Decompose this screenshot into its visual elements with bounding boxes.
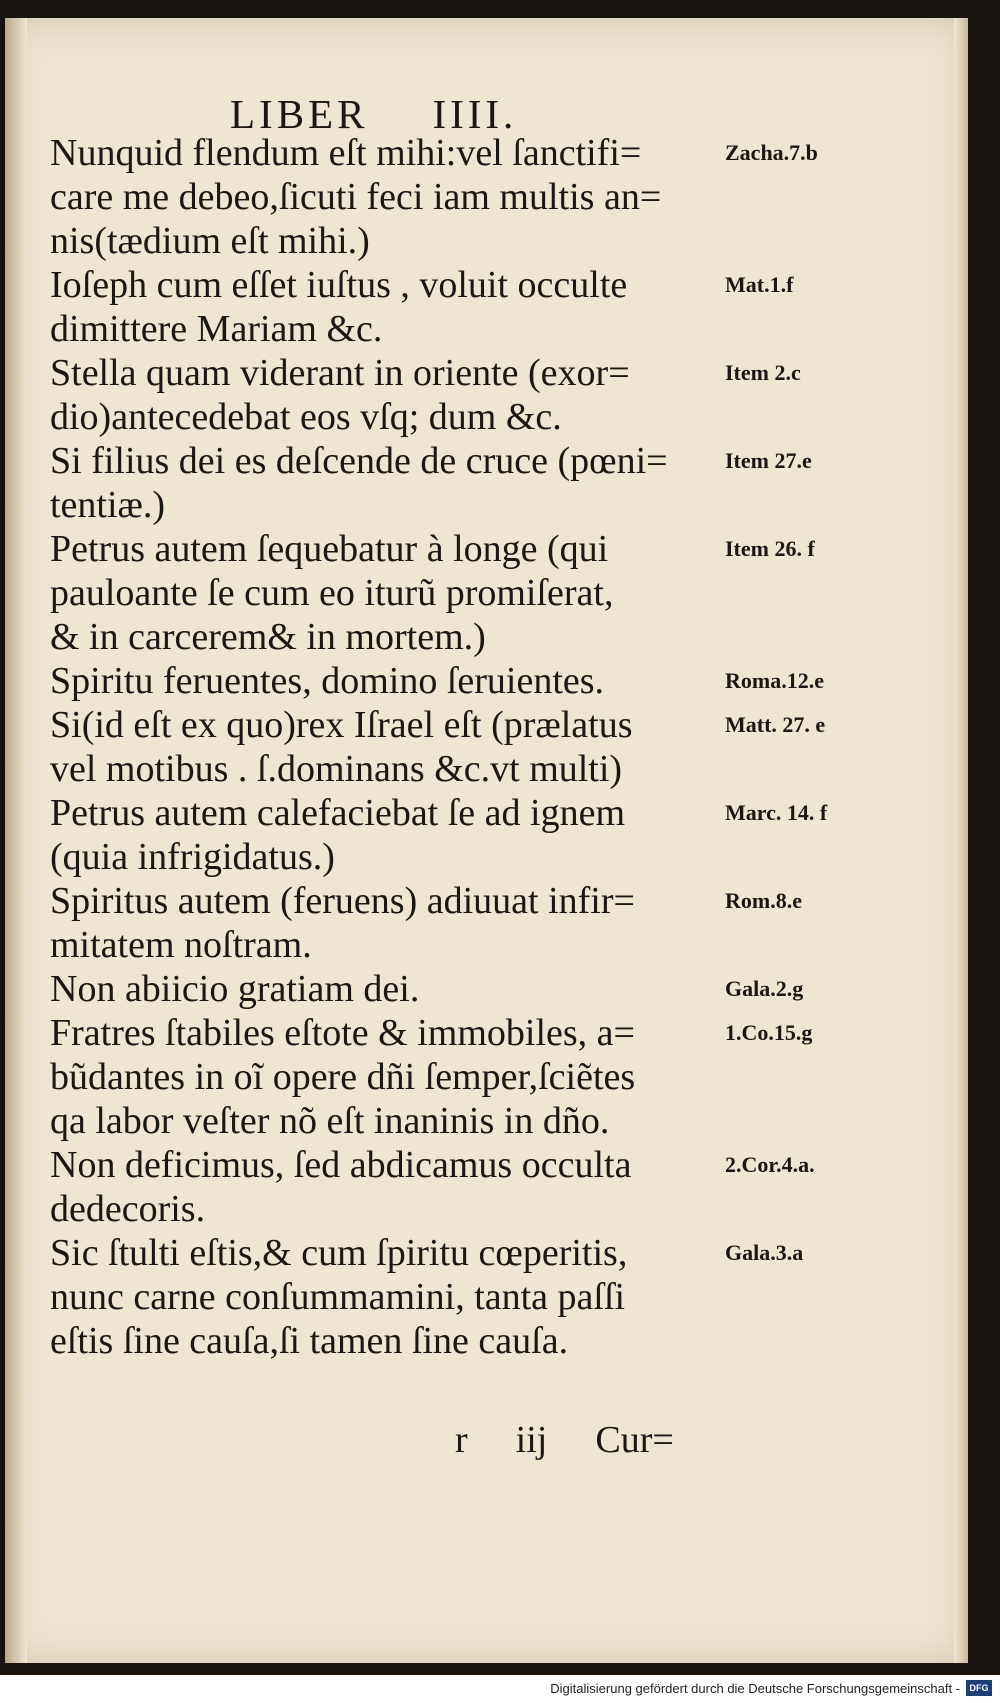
- text-entry: [50, 351, 980, 439]
- text-line: tentiæ.): [50, 484, 166, 526]
- margin-reference: Mat.1.f: [725, 272, 794, 297]
- signature-letter: r: [455, 1419, 468, 1461]
- margin-reference: 2.Cor.4.a.: [725, 1152, 815, 1177]
- margin-reference: Gala.2.g: [725, 976, 804, 1001]
- margin-reference: Marc. 14. f: [725, 800, 828, 825]
- margin-reference: Item 26. f: [725, 536, 815, 561]
- catchline: [455, 1418, 674, 1462]
- text-line: eſtis ſine cauſa,ſi tamen ſine cauſa.: [50, 1320, 569, 1362]
- text-line: mitatem noſtram.: [50, 924, 312, 966]
- text-line: qa labor veſter nõ eſt inaninis in dño.: [50, 1100, 610, 1142]
- signature-number: iij: [515, 1419, 548, 1461]
- text-line: nunc carne conſummamini, tanta paſſi: [50, 1276, 626, 1318]
- text-entry: [50, 791, 980, 879]
- margin-reference: Item 27.e: [725, 448, 812, 473]
- text-line: Sic ſtulti eſtis,& cum ſpiritu cœperitis,: [50, 1232, 628, 1274]
- text-entry: [50, 879, 980, 967]
- text-line: bũdantes in oĩ opere dñi ſemper,ſciẽtes: [50, 1056, 636, 1098]
- margin-reference: Matt. 27. e: [725, 712, 826, 737]
- text-line: Spiritu feruentes, domino ſeruientes.: [50, 660, 605, 702]
- text-line: Petrus autem calefaciebat ſe ad ignem: [50, 792, 626, 834]
- text-entry: [50, 659, 980, 703]
- text-line: Fratres ſtabiles eſtote & immobiles, a=: [50, 1012, 635, 1054]
- text-entry: [50, 263, 980, 351]
- text-entry: [50, 1143, 980, 1231]
- margin-reference: Roma.12.e: [725, 668, 824, 693]
- book-page: [5, 18, 968, 1663]
- header-number: IIII.: [432, 91, 518, 137]
- text-entry: [50, 439, 980, 527]
- text-line: vel motibus . ſ.dominans &c.vt multi): [50, 748, 623, 790]
- margin-reference: Rom.8.e: [725, 888, 802, 913]
- text-entry: [50, 967, 980, 1011]
- text-line: care me debeo,ſicuti feci iam multis an=: [50, 176, 662, 218]
- text-entry: [50, 1011, 980, 1143]
- margin-reference: Zacha.7.b: [725, 140, 818, 165]
- dfg-logo: DFG: [966, 1680, 992, 1696]
- text-line: nis(tædium eſt mihi.): [50, 220, 370, 262]
- text-line: Si(id eſt ex quo)rex Iſrael eſt (prælatus: [50, 704, 633, 746]
- text-entry: [50, 1231, 980, 1363]
- text-line: dio)antecedebat eos vſq; dum &c.: [50, 396, 562, 438]
- text-line: Non deficimus, ſed abdicamus occulta: [50, 1144, 632, 1186]
- page-gutter: [5, 18, 27, 1663]
- text-entry: [50, 131, 980, 263]
- header-title: LIBER: [230, 91, 369, 137]
- text-line: Ioſeph cum eſſet iuſtus , voluit occulte: [50, 264, 628, 306]
- text-line: & in carcerem& in mortem.): [50, 616, 486, 658]
- text-line: Nunquid flendum eſt mihi:vel ſanctifi=: [50, 132, 642, 174]
- text-line: Spiritus autem (feruens) adiuuat infir=: [50, 880, 635, 922]
- footer-bar: [0, 1675, 1000, 1703]
- text-entry: [50, 703, 980, 791]
- catchword: Cur=: [595, 1419, 674, 1461]
- text-line: Si filius dei es deſcende de cruce (pœni=: [50, 440, 668, 482]
- margin-reference: 1.Co.15.g: [725, 1020, 813, 1045]
- text-line: Non abiicio gratiam dei.: [50, 968, 420, 1010]
- margin-reference: Gala.3.a: [725, 1240, 804, 1265]
- text-line: dimittere Mariam &c.: [50, 308, 383, 350]
- margin-reference: Item 2.c: [725, 360, 801, 385]
- text-line: Petrus autem ſequebatur à longe (qui: [50, 528, 609, 570]
- text-line: dedecoris.: [50, 1188, 206, 1230]
- footer-credit: Digitalisierung gefördert durch die Deutsche Forschungsgemeinschaft -: [550, 1681, 960, 1696]
- text-entry: [50, 527, 980, 659]
- text-line: pauloante ſe cum eo iturũ promiſerat,: [50, 572, 614, 614]
- text-line: Stella quam viderant in oriente (exor=: [50, 352, 630, 394]
- text-line: (quia infrigidatus.): [50, 836, 335, 878]
